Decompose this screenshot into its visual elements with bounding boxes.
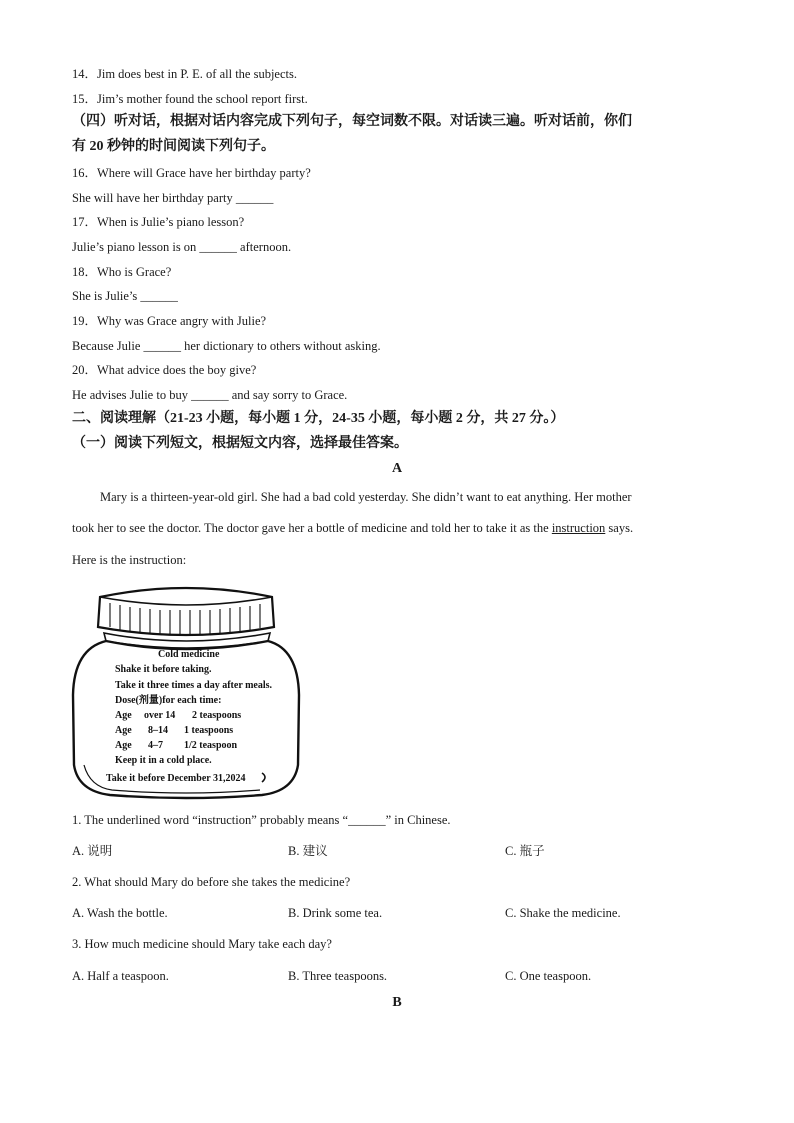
answer-line-19: Because Julie ______ her dictionary to others without asking. xyxy=(72,339,381,353)
jar-title: Cold medicine xyxy=(158,649,220,660)
q1-option-b[interactable]: B. 建议 xyxy=(288,844,328,858)
section-4-instructions-line2: 有 20 秒钟的时间阅读下列句子。 xyxy=(72,139,275,154)
jar-line-shake: Shake it before taking. xyxy=(115,664,212,675)
question-17: 17．When is Julie’s piano lesson? xyxy=(72,215,245,229)
jar-line-keep: Keep it in a cold place. xyxy=(115,755,212,766)
jar-line-expiry: Take it before December 31,2024 xyxy=(106,773,246,784)
question-14: 14．Jim does best in P. E. of all the subjects. xyxy=(72,67,297,81)
question-18: 18．Who is Grace? xyxy=(72,265,172,279)
question-19: 19．Why was Grace angry with Julie? xyxy=(72,314,267,328)
passage-a-label: A xyxy=(391,461,403,476)
passage-paragraph-line2 xyxy=(72,520,633,536)
q2-option-b[interactable]: B. Drink some tea. xyxy=(288,906,383,920)
jar-row2-range: 8–14 xyxy=(148,725,168,736)
jar-row1-dose: 2 teaspoons xyxy=(192,710,242,721)
paragraph-text: took her to see the doctor. The doctor gave her a bottle of medicine and told her to take it as the xyxy=(72,521,552,535)
question-15: 15．Jim’s mother found the school report first. xyxy=(72,92,308,106)
reading-part-title: 二、阅读理解（21-23 小题，每小题 1 分，24-35 小题，每小题 2 分，共 27 分。） xyxy=(72,411,565,426)
reading-question-1: 1. The underlined word “instruction” probably means “______” in Chinese. xyxy=(72,813,451,827)
answer-line-20: He advises Julie to buy ______ and say sorry to Grace. xyxy=(72,388,348,402)
paragraph-text: says. xyxy=(605,521,634,535)
passage-paragraph-line1: Mary is a thirteen-year-old girl. She had a bad cold yesterday. She didn’t want to eat anything. Her mother xyxy=(100,490,632,504)
jar-line-dose: Dose(剂量)for each time: xyxy=(115,695,222,706)
q2-option-a[interactable]: A. Wash the bottle. xyxy=(72,906,168,920)
answer-line-16: She will have her birthday party ______ xyxy=(72,191,274,205)
jar-row3-age: Age xyxy=(115,740,132,751)
medicine-jar-illustration xyxy=(70,585,302,800)
q1-option-c[interactable]: C. 瓶子 xyxy=(505,844,545,858)
reading-question-2: 2. What should Mary do before she takes the medicine? xyxy=(72,875,351,889)
q3-option-c[interactable]: C. One teaspoon. xyxy=(505,969,592,983)
q3-option-a[interactable]: A. Half a teaspoon. xyxy=(72,969,169,983)
jar-row3-dose: 1/2 teaspoon xyxy=(184,740,238,751)
q3-option-b[interactable]: B. Three teaspoons. xyxy=(288,969,388,983)
reading-sub-title: （一）阅读下列短文，根据短文内容，选择最佳答案。 xyxy=(72,436,408,451)
reading-question-3: 3. How much medicine should Mary take each day? xyxy=(72,937,332,951)
jar-row2-age: Age xyxy=(115,725,132,736)
passage-b-label: B xyxy=(392,995,402,1010)
jar-row2-dose: 1 teaspoons xyxy=(184,725,234,736)
answer-line-18: She is Julie’s ______ xyxy=(72,289,178,303)
question-16: 16．Where will Grace have her birthday party? xyxy=(72,166,311,180)
jar-row1-age: Age xyxy=(115,710,132,721)
section-4-instructions-line1: （四）听对话，根据对话内容完成下列句子，每空词数不限。对话读三遍。听对话前，你们 xyxy=(72,114,632,129)
jar-row3-range: 4–7 xyxy=(148,740,163,751)
question-20: 20．What advice does the boy give? xyxy=(72,363,257,377)
passage-paragraph-line3: Here is the instruction: xyxy=(72,553,187,567)
jar-line-times: Take it three times a day after meals. xyxy=(115,680,273,691)
underlined-word-instruction: instruction xyxy=(551,521,606,535)
answer-line-17: Julie’s piano lesson is on ______ afternoon. xyxy=(72,240,292,254)
q2-option-c[interactable]: C. Shake the medicine. xyxy=(505,906,621,920)
jar-row1-range: over 14 xyxy=(144,710,176,721)
q1-option-a[interactable]: A. 说明 xyxy=(72,844,113,858)
